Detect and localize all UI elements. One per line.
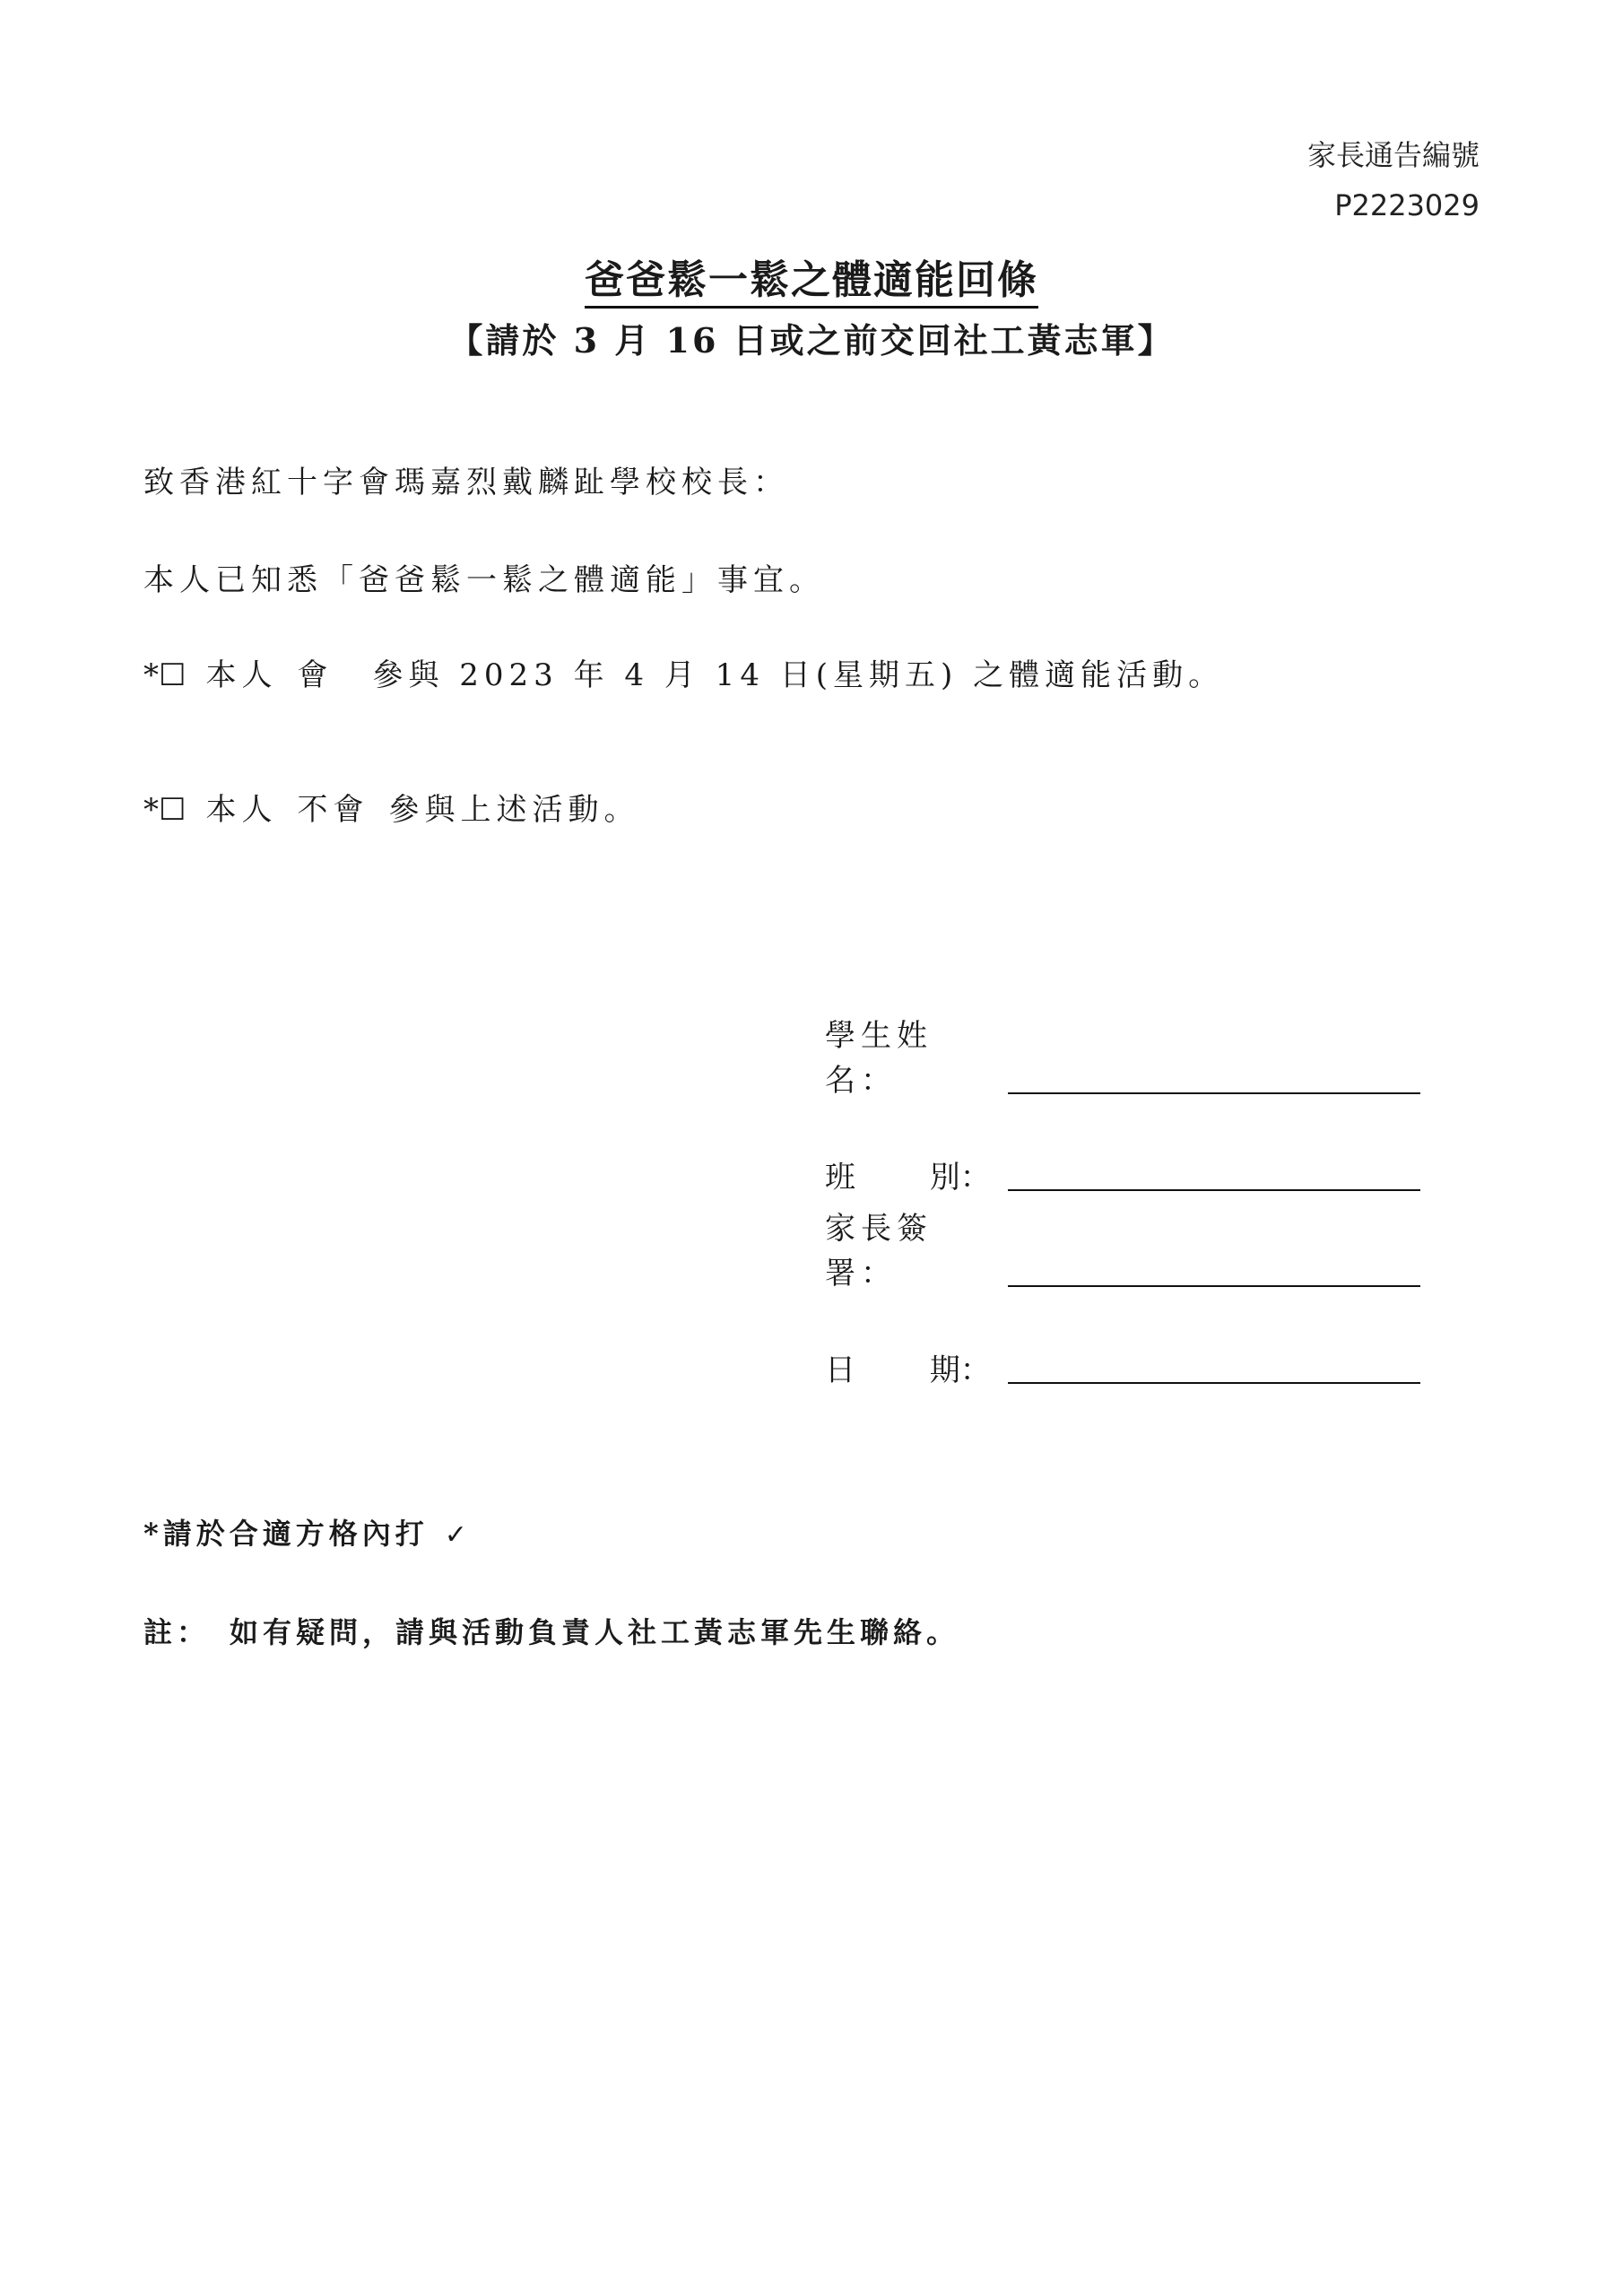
remark-label: 註： [143, 1615, 211, 1649]
title-subtitle: 【請於 3 月 16 日或之前交回社工黃志軍】 [448, 320, 1175, 361]
tick-instruction-text: *請於合適方格內打 [143, 1517, 429, 1551]
addressee-line: 致香港紅十字會瑪嘉烈戴麟趾學校校長： [143, 465, 789, 500]
date-field [825, 1339, 1420, 1393]
parent-signature-label: 家長簽署： [825, 1211, 933, 1292]
option-attend [143, 653, 1224, 698]
document-title [0, 256, 1623, 364]
class-label [825, 1155, 1002, 1200]
remark-text: 如有疑問，請與活動負責人社工黃志軍先生聯絡。 [230, 1615, 960, 1649]
parent-signature-field [825, 1211, 1420, 1296]
title-main: 爸爸鬆一鬆之體適能回條 [585, 256, 1038, 309]
class-label-text: 班 別： [825, 1160, 991, 1196]
student-name-label: 學生姓名： [825, 1018, 933, 1099]
tick-instruction [143, 1511, 472, 1558]
decline-text: 參與上述活動。 [388, 792, 640, 828]
decline-choice: 不會 [297, 792, 369, 828]
class-field [825, 1146, 1420, 1200]
student-name-input-line[interactable] [1008, 1092, 1420, 1094]
option-decline [143, 787, 639, 832]
class-input-line[interactable] [1008, 1189, 1420, 1191]
acknowledgement-line: 本人已知悉「爸爸鬆一鬆之體適能」事宜。 [143, 562, 825, 598]
attend-choice: 會 [297, 657, 334, 693]
student-name-field [825, 1018, 1420, 1103]
remark-line [143, 1610, 959, 1655]
notice-number: P2223029 [1334, 188, 1480, 222]
date-label-text: 日 期： [825, 1352, 991, 1388]
date-label [825, 1348, 1002, 1393]
notice-number-block [1307, 130, 1480, 230]
notice-label: 家長通告編號 [1306, 138, 1480, 172]
decline-subject: 本人 [205, 792, 278, 828]
attend-subject: 本人 [205, 657, 278, 693]
attend-text: 參與 2023 年 4 月 14 日(星期五) 之體適能活動。 [372, 657, 1225, 693]
parent-signature-input-line[interactable] [1008, 1285, 1420, 1287]
date-input-line[interactable] [1008, 1382, 1420, 1384]
decline-checkbox[interactable]: *☐ [143, 792, 187, 828]
attend-checkbox[interactable]: *☐ [143, 657, 187, 693]
check-mark-icon: ✓ [444, 1519, 472, 1551]
